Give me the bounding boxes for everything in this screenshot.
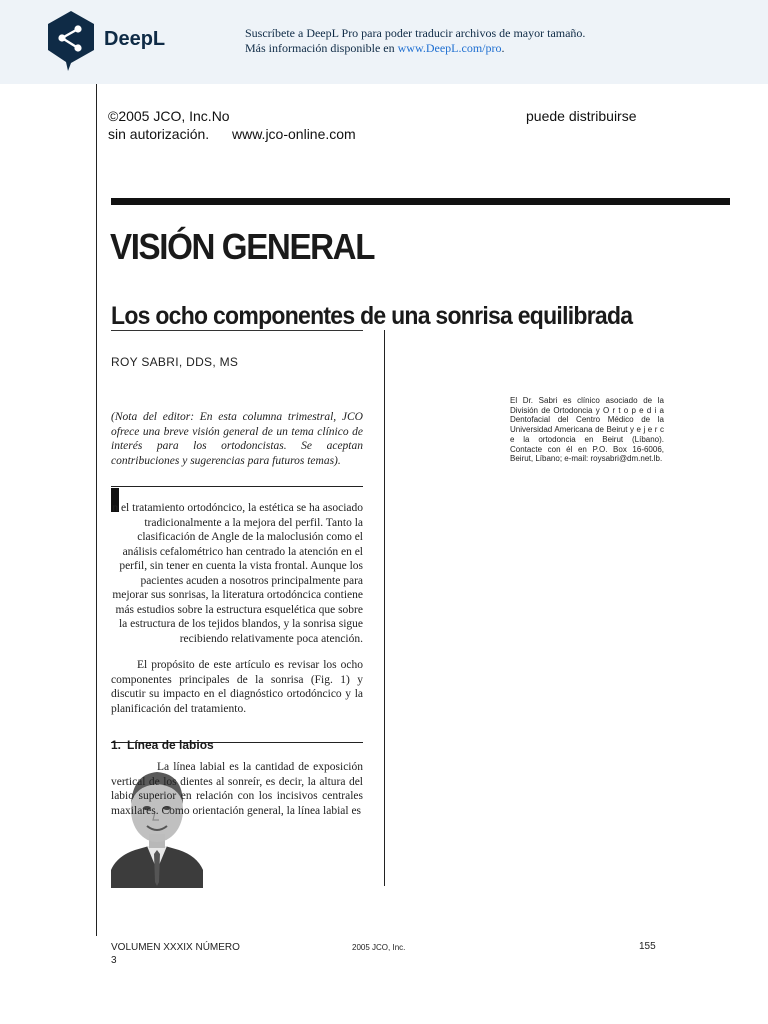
purpose-paragraph — [111, 658, 363, 716]
intro-paragraph: n el tratamiento ortodóncico, la estética se ha asociado tradicionalmente a la mejora del perfil. Tanto la clasificación de Angle de la maloclusión como el análisis cefalométrico han centrado la atención en el perfil, sin tener en cuenta la vista frontal. Aunque los pacientes acuden a nosotros principalmente para mejorar sus sonrisas, la literatura ortodóncica contiene más estudios sobre la estructura esquelética que sobre la estructura de los tejidos blandos, y la sonrisa sigue recibiendo relativamente poca atención. — [112, 502, 363, 645]
lip-line-paragraph — [111, 760, 363, 818]
editor-note: (Nota del editor: En esta columna trimestral, JCO ofrece una breve visión general de un tema clínico de interés para los ortodoncistas. Se aceptan contribuciones y sugerencias para futuros temas). — [111, 411, 363, 467]
section-heading — [111, 738, 214, 752]
title-underline — [111, 330, 363, 331]
section-heading-text: Línea de labios — [127, 738, 214, 752]
section-title: VISIÓN GENERAL — [110, 226, 375, 267]
footer-volume-line-1: VOLUMEN XXXIX NÚMERO — [111, 942, 240, 953]
author-byline: ROY SABRI, DDS, MS — [111, 355, 239, 369]
lip-line-paragraph-text: La línea labial es la cantidad de exposición vertical de los dientes al sonreír, es decir, la altura del labio superior en relación con los incisivos centrales maxilares. Como orientación general, la línea labial es — [111, 761, 363, 817]
column-divider-rule — [384, 330, 385, 886]
deepl-logo-icon[interactable] — [46, 10, 96, 72]
copyright-url[interactable]: www.jco-online.com — [232, 126, 356, 142]
banner-line-2 — [245, 41, 585, 56]
header-thick-rule — [111, 198, 730, 205]
copyright-left-1: ©2005 JCO, Inc.No — [108, 108, 230, 124]
copyright-right-1: puede distribuirse — [526, 108, 637, 124]
deepl-pro-link[interactable]: www.DeepL.com/pro — [397, 41, 502, 55]
copyright-line-2a: sin autorización. — [108, 126, 210, 142]
article-title: Los ocho componentes de una sonrisa equilibrada — [111, 302, 633, 330]
footer-volume-line-2: 3 — [111, 955, 117, 966]
footer-volume — [111, 941, 240, 967]
banner-message — [245, 26, 585, 56]
deepl-banner — [0, 0, 768, 84]
section-number: 1. — [111, 738, 122, 752]
banner-line-2-suffix: . — [501, 41, 505, 55]
purpose-paragraph-text: El propósito de este artículo es revisar los ocho componentes principales de la sonrisa (Fig. 1) y discutir su impacto en el diagnóstico ortodóncico y la planificación del tratamiento. — [111, 659, 363, 715]
page-left-rule — [96, 84, 97, 936]
author-bio: El Dr. Sabri es clínico asociado de la División de Ortodoncia y O r t o p e d i a Dentofacial del Centro Médico de la Universidad Americana de Beirut y e j e r c e la ortodoncia en Beirut (Líbano). Contacte con él en P.O. Box 16-6006, Beirut, Líbano; e-mail: roysabri@dm.net.lb. — [510, 396, 664, 464]
note-divider — [111, 486, 363, 487]
footer-copyright: 2005 JCO, Inc. — [352, 943, 406, 952]
banner-line-2-prefix: Más información disponible en — [245, 41, 398, 55]
page-number: 155 — [639, 941, 656, 952]
banner-line-1: Suscríbete a DeepL Pro para poder traducir archivos de mayor tamaño. — [245, 26, 586, 40]
deepl-logo-text: DeepL — [104, 28, 166, 50]
